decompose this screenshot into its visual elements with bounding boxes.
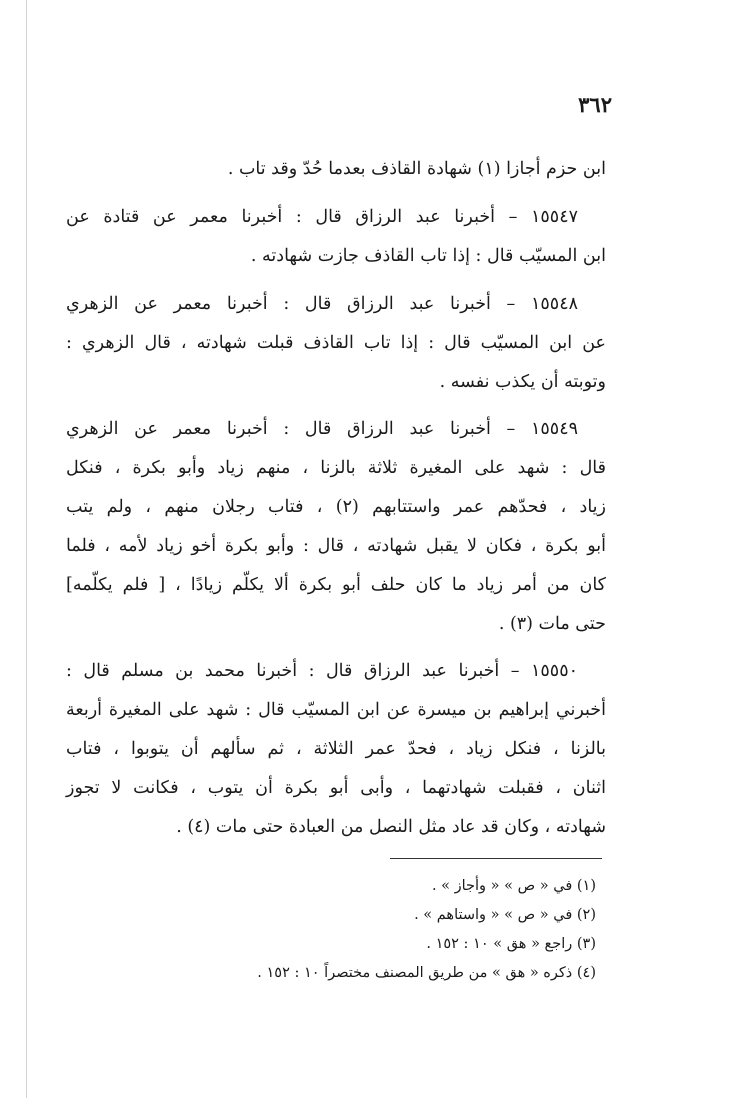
footnote: (٤) ذكره « هق » من طريق المصنف مختصراً ١٠ : ١٥٢ . <box>257 965 596 981</box>
footnotes <box>180 872 596 988</box>
paragraph <box>66 410 606 644</box>
text-line: ١٥٥٤٨ – أخبرنا عبد الرزاق قال : أخبرنا معمر عن الزهري <box>66 294 578 314</box>
text-line: قال : شهد على المغيرة ثلاثة بالزنا ، منهم زياد وأبو بكرة ، فنكل <box>66 458 606 478</box>
paragraph <box>66 652 606 847</box>
text-line: أخبرني إبراهيم بن ميسرة عن ابن المسيّب قال : شهد على المغيرة أربعة <box>66 700 606 720</box>
text-line: بالزنا ، فنكل زياد ، فحدّ عمر الثلاثة ، ثم سألهم أن يتوبوا ، فتاب <box>66 739 606 759</box>
text-line: شهادته ، وكان قد عاد مثل النصل من العبادة حتى مات (٤) . <box>176 817 606 837</box>
text-line: وتوبته أن يكذب نفسه . <box>439 372 606 392</box>
text-line: زياد ، فحدّهم عمر واستتابهم (٢) ، فتاب رجلان منهم ، ولم يتب <box>66 497 606 517</box>
text-line: عن ابن المسيّب قال : إذا تاب القاذف قبلت شهادته ، قال الزهري : <box>66 333 606 353</box>
paragraph <box>66 285 606 402</box>
text-line: ابن المسيّب قال : إذا تاب القاذف جازت شهادته . <box>250 246 606 266</box>
paragraph <box>66 150 606 189</box>
text-line: ١٥٥٤٧ – أخبرنا عبد الرزاق قال : أخبرنا معمر عن قتادة عن <box>66 207 578 227</box>
page-number: ٣٦٢ <box>578 92 612 117</box>
text-line: ابن حزم أجازا (١) شهادة القاذف بعدما حُدّ وقد تاب . <box>227 159 606 179</box>
text-line: كان من أمر زياد ما كان حلف أبو بكرة ألا يكلّم زيادًا ، [ فلم يكلّمه] <box>66 575 606 595</box>
text-line: حتى مات (٣) . <box>498 614 606 634</box>
footnote: (١) في « ص » « وأجاز » . <box>431 878 596 894</box>
text-line: ١٥٥٥٠ – أخبرنا عبد الرزاق قال : أخبرنا محمد بن مسلم قال : <box>66 661 578 681</box>
text-line: أبو بكرة ، فكان لا يقبل شهادته ، قال : وأبو بكرة أخو زياد لأمه ، فلما <box>66 536 606 556</box>
text-line: ١٥٥٤٩ – أخبرنا عبد الرزاق قال : أخبرنا معمر عن الزهري <box>66 419 578 439</box>
text-line: اثنان ، فقبلت شهادتهما ، وأبى أبو بكرة أن يتوب ، فكانت لا تجوز <box>66 778 606 798</box>
paragraph <box>66 198 606 276</box>
footnote: (٢) في « ص » « واستاهم » . <box>414 907 596 923</box>
footnote-divider <box>390 858 602 859</box>
footnote: (٣) راجع « هق » ١٠ : ١٥٢ . <box>426 936 596 952</box>
page-gutter-line <box>26 0 27 1098</box>
